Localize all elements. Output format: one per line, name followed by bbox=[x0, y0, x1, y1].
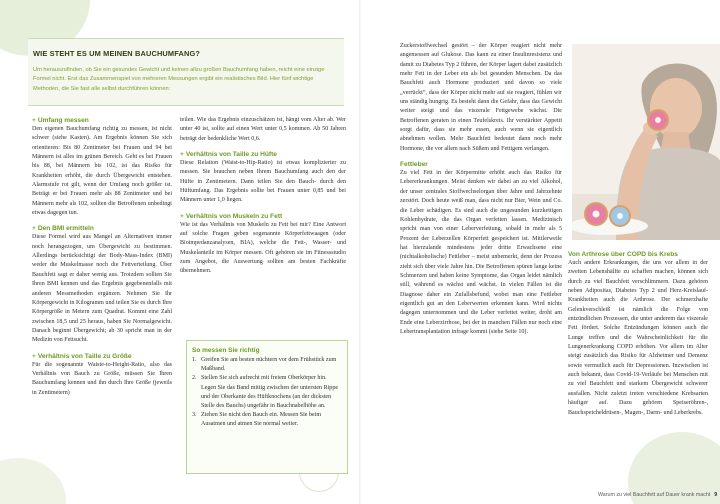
paragraph: Zu viel Fett in der Körpermitte erhöht auch das Risiko für Lebererkrankungen. Meist denken wir dabei an zu viel Alkohol, der unser zentrales Stoffwechselorgan über Jahre und Jahrzehnte zerstört. Doch heute weiß man, dass nicht nur Bier, Wein und Co. die Leber schädigen. Es sind auch die ungesunden kurzkettigen Kohlenhydrate, die das Organ verfetten lassen. Medizinisch spricht man von einer Leberverfettung, sobald in mehr als 5 Prozent der Leberzellen Körperfett gespeichert ist. Mittlerweile hat hierzulande mindestens jeder dritte Erwachsene eine (nichtalkoholische) Fettleber – meist unbemerkt, denn der Prozess zieht sich über viele Jahre hin. Die Betroffenen spüren lange keine Schmerzen und haben keine Symptome, das Organ leidet nämlich still, während es wächst und wächst. In vielen Fällen ist die Diagnose daher ein Zufallsbefund, wobei man eine Fettleber eigentlich gut an den Leberwerten erkennen kann. Wird nichts dagegen unternommen und die Leber verfettet weiter, droht am Ende eine Leberzirrhose, bei der in manchen Fällen nur noch eine Lebertransplantation infrage kommt (siehe Seite 10). bbox=[400, 170, 562, 335]
plus-icon: + bbox=[180, 151, 184, 159]
tip-box bbox=[186, 340, 348, 474]
column-4 bbox=[568, 250, 708, 418]
plus-icon: + bbox=[32, 117, 36, 124]
tip-title: So messen Sie richtig bbox=[192, 347, 260, 354]
section-heading: + Den BMI ermitteln bbox=[32, 225, 94, 233]
section-heading: Fettleber bbox=[400, 161, 428, 169]
column-1 bbox=[32, 116, 172, 398]
plus-icon: + bbox=[32, 352, 36, 360]
woman-eating-donut-photo bbox=[572, 44, 720, 240]
section-heading: Von Arthrose über COPD bis Krebs bbox=[568, 251, 678, 258]
paragraph: teilen. Wie das Ergebnis einzuschätzen ist, hängt vom Alter ab. Wer unter 40 ist, sollte auf einen Wert unter 0,5 kommen. Ab 50 Jahren beträgt der bedenkliche Wert 0,6. bbox=[180, 117, 346, 142]
paragraph: Wie ist das Verhältnis von Muskeln zu Fett bei mir? Eine Antwort auf solche Fragen geben sogenannte Körperfettwaagen (oder Bioimpedanzanalysen, BIA), welche die Fett-, Wasser- und Muskelanteile im Körper messen. Oft gehören sie im Fitnessstudio zum Angebot, die Auswertung sollten am besten Fachkräfte übernehmen. bbox=[180, 221, 346, 275]
section-heading: + Umfang messen bbox=[32, 117, 89, 124]
column-2 bbox=[180, 116, 346, 277]
section-heading: + Verhältnis von Taille zu Hüfte bbox=[180, 151, 277, 159]
paragraph: Auch andere Erkrankungen, die uns vor allem in der zweiten Lebenshälfte zu schaffen machen, können sich durch zu viel Bauchfett verschlimmern. Dazu gehören neben Adipositas, Diabetes Typ 2 und Herz-Kreislauf-Krankheiten auch die Arthrose. Der schmerzhafte Gelenkverschleiß ist nämlich die Folge von entzündlichen Prozessen, die unter anderem das viszerale Fett fördert. Solche Entzündungen können auch die Lunge treffen und die Wahrscheinlichkeit für die Lungenerkrankung COPD erhöhen. Vor allem im Alter steigt zusätzlich das Risiko für Alzheimer und Demenz sowie vermutlich auch für Depressionen. Inzwischen ist auch bekannt, dass Covid-19-Verläufe bei Menschen mit zu viel Bauchfett und starkem Übergewicht schwerer ausfallen. Nicht zuletzt treten verschiedene Krebsarten häufiger auf. Dazu gehören Speiseröhren-, Bauchspeicheldrüsen-, Magen-, Darm- und Leberkrebs. bbox=[568, 260, 708, 416]
paragraph: Diese Relation (Waist-to-Hip-Ratio) ist etwas komplizierter zu messen. Sie brauchen neben Ihrem Bauchumfang auch den der Hüfte in Zentimetern. Dann teilen Sie den Bauch- durch den Hüftumfang. Das Ergebnis sollte bei Frauen unter 0,85 und bei Männern unter 1,0 liegen. bbox=[180, 160, 346, 204]
tip-item: 2. Stellen Sie sich aufrecht mit freiem Oberkörper hin. Legen Sie das Band mittig zwischen der untersten Rippe und der Oberkante des Hüftknochens (an der dicksten Stelle des Bauchs) ungefähr in Bauchnabelhöhe an. bbox=[192, 375, 339, 410]
paragraph: Zuckerstoffwechsel gestört – der Körper reagiert nicht mehr angemessen auf Glukose. Das kann zu einer Insulinresistenz und damit zu Diabetes Typ 2 führen, der Körper lagert dabei zusätzlich mehr Fett in der Leber ein als bei gesunden Menschen. Da das Bauchfett auch Hormone produziert und davon so viele „verrückt“, dass der Körper nicht mehr auf sie reagiert, fühlen wir uns ständig hungrig. Es besteht dann die Gefahr, dass das Gewicht weiter steigt und das viszerale Fettgewebe wächst. Die Betroffenen geraten in einen Teufelskreis. Ihr verstärkter Appetit sorgt dafür, dass sie mehr essen, auch wenn sie eigentlich abnehmen wollen. Mehr Bauchfett bedeutet dann noch mehr Hormone, die vor allem nach Süßem und Fettigem verlangen. bbox=[400, 43, 562, 152]
paragraph: Für die sogenannte Waiste-to-Height-Ratio, also das Verhältnis von Bauch zu Größe, müssen Sie Ihren Bauchumfang kennen und ihn durch Ihre Größe (jeweils in Zentimetern) bbox=[32, 361, 172, 396]
paragraph: Den eigenen Bauchumfang richtig zu messen, ist nicht schwer (siehe Kasten). Am Ergebnis können Sie sich orientieren: Bis 80 Zentimeter bei Frauen und 94 bei Männern ist alles im grünen Bereich. Geht es bei Frauen bis 88, bei Männern bis 102, ist das Risiko für Krankheiten erhöht, die durch Übergewicht entstehen. Alarmstufe rot gilt, wenn der Umfang noch größer ist. Beträgt er bei Frauen mehr als 88 Zentimeter und bei Männern mehr als 102, sollten die Betroffenen unbedingt etwas dagegen tun. bbox=[32, 126, 172, 217]
section-heading: + Verhältnis von Muskeln zu Fett bbox=[180, 212, 283, 220]
page-number: 9 bbox=[714, 492, 718, 498]
photo-illustration bbox=[572, 44, 720, 240]
section-heading: + Verhältnis von Taille zu Größe bbox=[32, 352, 132, 360]
page-gutter bbox=[359, 0, 361, 504]
tip-item: 1. Greifen Sie am besten nüchtern vor dem Frühstück zum Maßband. bbox=[192, 357, 337, 373]
decorative-circle bbox=[0, 458, 66, 504]
plus-icon: + bbox=[32, 225, 36, 233]
running-title: Warum zu viel Bauchfett auf Dauer krank macht bbox=[598, 492, 711, 498]
paragraph: Diese Formel wird aus Mangel an Alternativen immer noch herangezogen, um Übergewicht zu bestimmen. Allerdings berücksichtigt der Body-Mass-Index (BMI) weder die Muskelmasse noch die Fettverteilung. Über Bauchfett sagt er daher wenig aus. Trotzdem sollten Sie Ihren BMI kennen und das Ergebnis gegebenenfalls mit anderen Messmethoden ergänzen. Nehmen Sie Ihr Körpergewicht in Kilogramm und teilen Sie es durch Ihre Körpergröße in Metern zum Quadrat. Kommt eine Zahl zwischen 18,5 und 25 heraus, haben Sie Normalgewicht. Danach beginnt Übergewicht; ab 30 spricht man in der Medizin von Fettsucht. bbox=[32, 234, 172, 344]
intro-text: Um herauszufinden, ob Sie ein gesundes Gewicht und keinen allzu großen Bauchumfang haben, reicht eine einzige Formel nicht. Erst das Zusammenspiel von mehreren Messungen ergibt ein realistisches Bild. Hier fünf wichtige Methoden, die Sie fast alle selbst durchführen können: bbox=[33, 67, 325, 92]
tip-list bbox=[192, 356, 342, 430]
tip-item: 3. Ziehen Sie nicht den Bauch ein. Messen Sie beim Ausatmen und atmen Sie normal weiter. bbox=[192, 412, 322, 428]
plus-icon: + bbox=[180, 212, 184, 220]
intro-title: WIE STEHT ES UM MEINEN BAUCHUMFANG? bbox=[33, 49, 201, 58]
page-footer bbox=[598, 492, 717, 498]
column-3 bbox=[400, 42, 562, 337]
